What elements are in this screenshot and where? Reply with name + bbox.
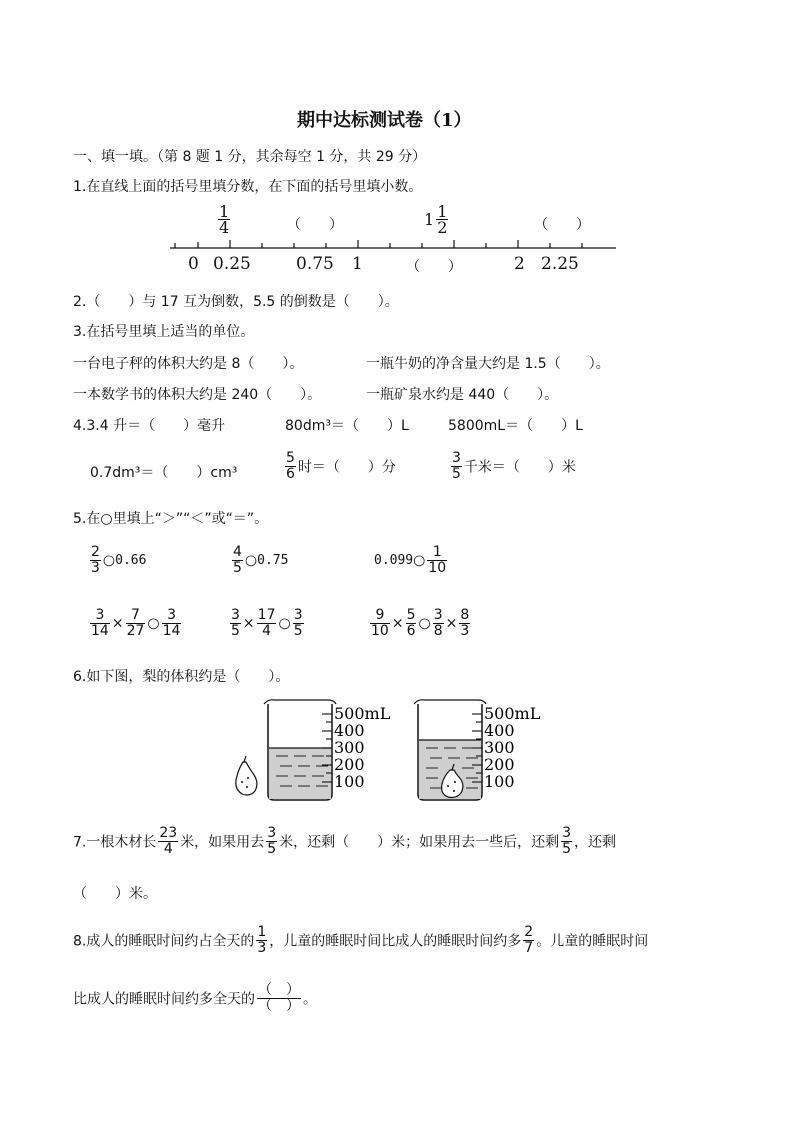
number-line-label-0-75: 0.75	[296, 254, 334, 274]
number-line-label-0-25: 0.25	[213, 254, 251, 274]
svg-text:100: 100	[484, 772, 515, 791]
number-line-label-2-25: 2.25	[541, 254, 579, 274]
compare-circle[interactable]: ○	[147, 615, 160, 632]
number-line-mixed-fraction: 1 $\frac{1}{2}$	[424, 202, 448, 237]
question-8-line-1: 8.成人的睡眠时间约占全天的 $\frac{1}{3}$ ，儿童的睡眠时间比成人的睡眠时间约多 $\frac{2}{7}$ 。儿童的睡眠时间	[73, 924, 649, 956]
compare-circle[interactable]: ○	[102, 552, 116, 569]
question-8-line-2: 比成人的睡眠时间约多全天的 $\frac{( )}{( )}$ 。	[73, 982, 317, 1014]
compare-circle[interactable]: ○	[278, 615, 291, 632]
svg-text:300: 300	[484, 738, 515, 757]
compare-circle[interactable]: ○	[244, 552, 258, 569]
question-3a: 一台电子秤的体积大约是 8（ ）。	[73, 356, 304, 372]
question-4d: 0.7dm³＝（ ）cm³	[90, 465, 238, 481]
svg-text:500mL: 500mL	[334, 704, 391, 723]
question-2-text: 2.（ ）与 17 互为倒数，5.5 的倒数是（ ）。	[73, 294, 399, 310]
question-3-text: 3.在括号里填上适当的单位。	[73, 324, 255, 340]
svg-text:500mL: 500mL	[484, 704, 541, 723]
number-line-label-2: 2	[514, 254, 525, 274]
svg-text:200: 200	[484, 755, 515, 774]
beaker-left	[264, 700, 391, 800]
number-line-label-1: 1	[352, 254, 363, 274]
page-title: 期中达标测试卷（1）	[297, 110, 472, 131]
question-7-line-1: 7.一根木材长 $\frac{23}{4}$ 米，如果用去 $\frac{3}{5}$ 米，还剩（ ）米；如果用去一些后，还剩 $\frac{3}{5}$ ，还剩	[73, 825, 617, 857]
number-line-blank-top-1[interactable]: （ ）	[287, 217, 343, 233]
svg-text:400: 400	[484, 721, 515, 740]
question-4c: 5800mL＝（ ）L	[448, 418, 583, 434]
svg-text:200: 200	[334, 755, 365, 774]
compare-circle[interactable]: ○	[413, 552, 426, 569]
question-4f: $\frac{3}{5}$ 千米＝（ ）米	[452, 450, 576, 482]
pear-beakers-figure	[228, 696, 568, 806]
question-3b: 一瓶牛奶的净含量大约是 1.5（ ）。	[366, 356, 610, 372]
number-line-blank-bottom[interactable]: （ ）	[406, 259, 462, 275]
question-4b: 80dm³＝（ ）L	[285, 418, 409, 434]
compare-2c: $\frac{9}{10}$ × $\frac{5}{6}$ ○ $\frac{3}{8}$ × $\frac{8}{3}$	[371, 607, 470, 639]
question-5-text: 5.在○里填上“＞”“＜”或“＝”。	[73, 511, 269, 527]
question-3d: 一瓶矿泉水约是 440（ ）。	[366, 387, 559, 403]
compare-1b: $\frac{4}{5}$ ○0.75	[233, 544, 289, 576]
svg-text:100: 100	[334, 772, 365, 791]
answer-blank-fraction[interactable]: $\frac{( )}{( )}$	[258, 982, 300, 1014]
compare-1c: 0.099○ $\frac{1}{10}$	[374, 544, 447, 576]
number-line-blank-top-2[interactable]: （ ）	[534, 217, 590, 233]
compare-2b: $\frac{3}{5}$ × $\frac{17}{4}$ ○ $\frac{3}{5}$	[231, 607, 303, 639]
beaker-right	[414, 700, 541, 800]
compare-circle[interactable]: ○	[418, 615, 431, 632]
pear-icon	[236, 756, 257, 795]
number-line-fraction-quarter: $\frac{1}{4}$	[219, 202, 230, 237]
question-1-text: 1.在直线上面的括号里填分数，在下面的括号里填小数。	[73, 179, 423, 195]
svg-text:300: 300	[334, 738, 365, 757]
section-heading: 一、填一填。（第 8 题 1 分，其余每空 1 分，共 29 分）	[73, 149, 427, 165]
svg-text:400: 400	[334, 721, 365, 740]
question-4e: $\frac{5}{6}$ 时＝（ ）分	[286, 450, 396, 482]
question-4a: 4.3.4 升＝（ ）毫升	[73, 418, 226, 434]
question-3c: 一本数学书的体积大约是 240（ ）。	[73, 387, 322, 403]
compare-1a: $\frac{2}{3}$ ○0.66	[91, 544, 147, 576]
compare-2a: $\frac{3}{14}$ × $\frac{7}{27}$ ○ $\frac{3}{14}$	[91, 607, 181, 639]
number-line-label-0: 0	[188, 254, 199, 274]
question-7-line-2: （ ）米。	[73, 886, 157, 902]
question-6-text: 6.如下图，梨的体积约是（ ）。	[73, 669, 290, 685]
